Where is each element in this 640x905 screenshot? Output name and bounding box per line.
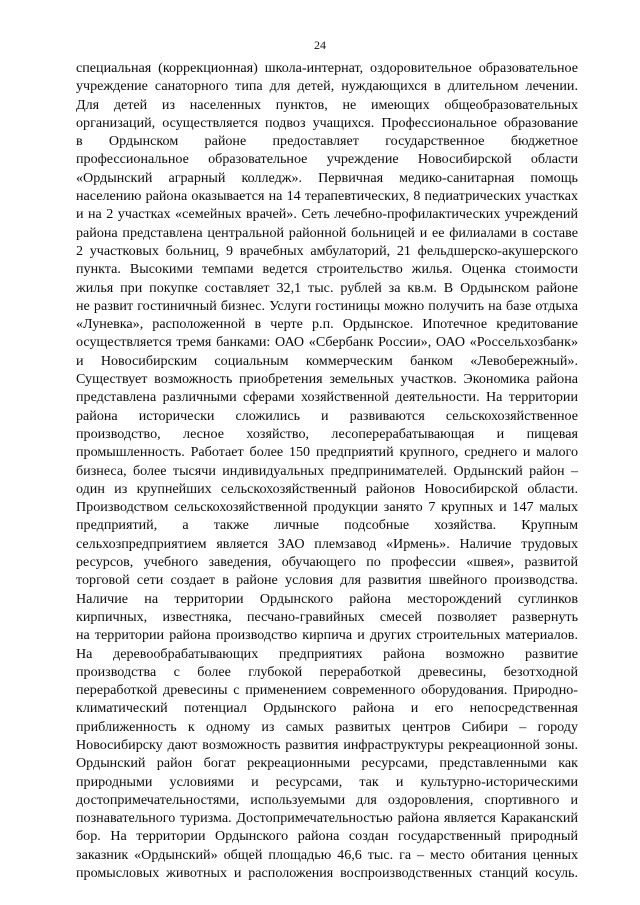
text-line: ресурсов, учебного заведения, обучающего по профессии «швея», развитой xyxy=(76,554,578,571)
text-line: достопримечательностями, используемыми для оздоровления, спортивного и xyxy=(76,791,578,808)
body-text xyxy=(76,59,578,882)
text-line: кирпичных, известняка, песчано-гравийных смесей позволяет развернуть xyxy=(76,608,578,625)
text-line: населению района оказывается на 14 терапевтических, 8 педиатрических участках xyxy=(76,188,578,205)
text-line: жилья при покупке составляет 32,1 тыс. рублей за кв.м. В Ордынском районе xyxy=(76,279,578,296)
text-line: представлена различными сферами хозяйственной деятельности. На территории xyxy=(76,389,578,406)
text-line: Наличие на территории Ордынского района месторождений суглинков xyxy=(76,590,578,607)
text-line: приближенность к одному из самых развитых центров Сибири – городу xyxy=(76,718,578,735)
text-line: специальная (коррекционная) школа-интернат, оздоровительное образовательное xyxy=(76,60,578,76)
text-line: На деревообрабатывающих предприятиях района возможно развитие xyxy=(76,645,578,662)
text-line: бизнеса, более тысячи индивидуальных предпринимателей. Ордынский район – xyxy=(76,462,578,479)
text-line: «Ордынский аграрный колледж». Первичная медико-санитарная помощь xyxy=(76,169,578,186)
text-line: «Луневка», расположенной в черте р.п. Ордынское. Ипотечное кредитование xyxy=(76,316,578,333)
text-line: Производством сельскохозяйственной продукции занято 7 крупных и 147 малых xyxy=(76,499,578,516)
text-line: переработкой древесины с применением современного оборудования. Природно- xyxy=(76,682,578,699)
text-line: 2 участковых больниц, 9 врачебных амбулаторий, 21 фельдшерско-акушерского xyxy=(76,242,578,259)
text-line: торговой сети создает в районе условия для развития швейного производства. xyxy=(76,572,578,589)
text-line: и на 2 участках «семейных врачей». Сеть лечебно-профилактических учреждений xyxy=(76,206,578,223)
text-line: природными условиями и ресурсами, так и культурно-историческими xyxy=(76,773,578,790)
text-line: климатический потенциал Ордынского района и его непосредственная xyxy=(76,700,578,717)
text-line: сельхозпредприятием является ЗАО племзавод «Ирмень». Наличие трудовых xyxy=(76,535,578,552)
text-line: производство, лесное хозяйство, лесоперерабатывающая и пищевая xyxy=(76,425,578,442)
text-line: Новосибирску дают возможность развития инфраструктуры рекреационной зоны. xyxy=(76,736,578,753)
text-line: не развит гостиничный бизнес. Услуги гостиницы можно получить на базе отдыха xyxy=(76,297,578,314)
text-line: и Новосибирским социальным коммерческим банком «Левобережный». xyxy=(76,352,578,369)
text-line: осуществляется тремя банками: ОАО «Сбербанк России», ОАО «Россельхозбанк» xyxy=(76,334,578,351)
text-line: заказник «Ордынский» общей площадью 46,6 тыс. га – место обитания ценных xyxy=(76,846,578,863)
page-number: 24 xyxy=(314,38,326,52)
text-line: Существует возможность приобретения земельных участков. Экономика района xyxy=(76,371,578,388)
text-line: Ордынский район богат рекреационными ресурсами, представленными как xyxy=(76,755,578,772)
text-line: производства с более глубокой переработкой древесины, безотходной xyxy=(76,663,578,680)
text-line: промысловых животных и расположения воспроизводственных станций косуль. xyxy=(76,865,578,882)
text-line: предприятий, а также личные подсобные хозяйства. Крупным xyxy=(76,517,578,534)
text-line: района исторически сложились и развиваются сельскохозяйственное xyxy=(76,407,578,424)
text-line: в Ордынском районе предоставляет государственное бюджетное xyxy=(76,133,578,150)
text-line: профессиональное образовательное учреждение Новосибирской области xyxy=(76,151,578,168)
text-line: пункта. Высокими темпами ведется строительство жилья. Оценка стоимости xyxy=(76,261,578,278)
text-line: познавательного туризма. Достопримечательностью района является Караканский xyxy=(76,810,578,827)
text-line: района представлена центральной районной больницей и ее филиалами в составе xyxy=(76,224,578,241)
text-line: бор. На территории Ордынского района создан государственный природный xyxy=(76,828,578,845)
text-line: Для детей из населенных пунктов, не имеющих общеобразовательных xyxy=(76,96,578,113)
text-line: один из крупнейших сельскохозяйственный районов Новосибирской области. xyxy=(76,480,578,497)
text-line: учреждение санаторного типа для детей, нуждающихся в длительном лечении. xyxy=(76,78,578,95)
text-line: на территории района производство кирпича и других строительных материалов. xyxy=(76,627,578,644)
text-line: промышленность. Работает более 150 предприятий крупного, среднего и малого xyxy=(76,444,578,461)
text-line: организаций, осуществляется подвоз учащихся. Профессиональное образование xyxy=(76,114,578,131)
